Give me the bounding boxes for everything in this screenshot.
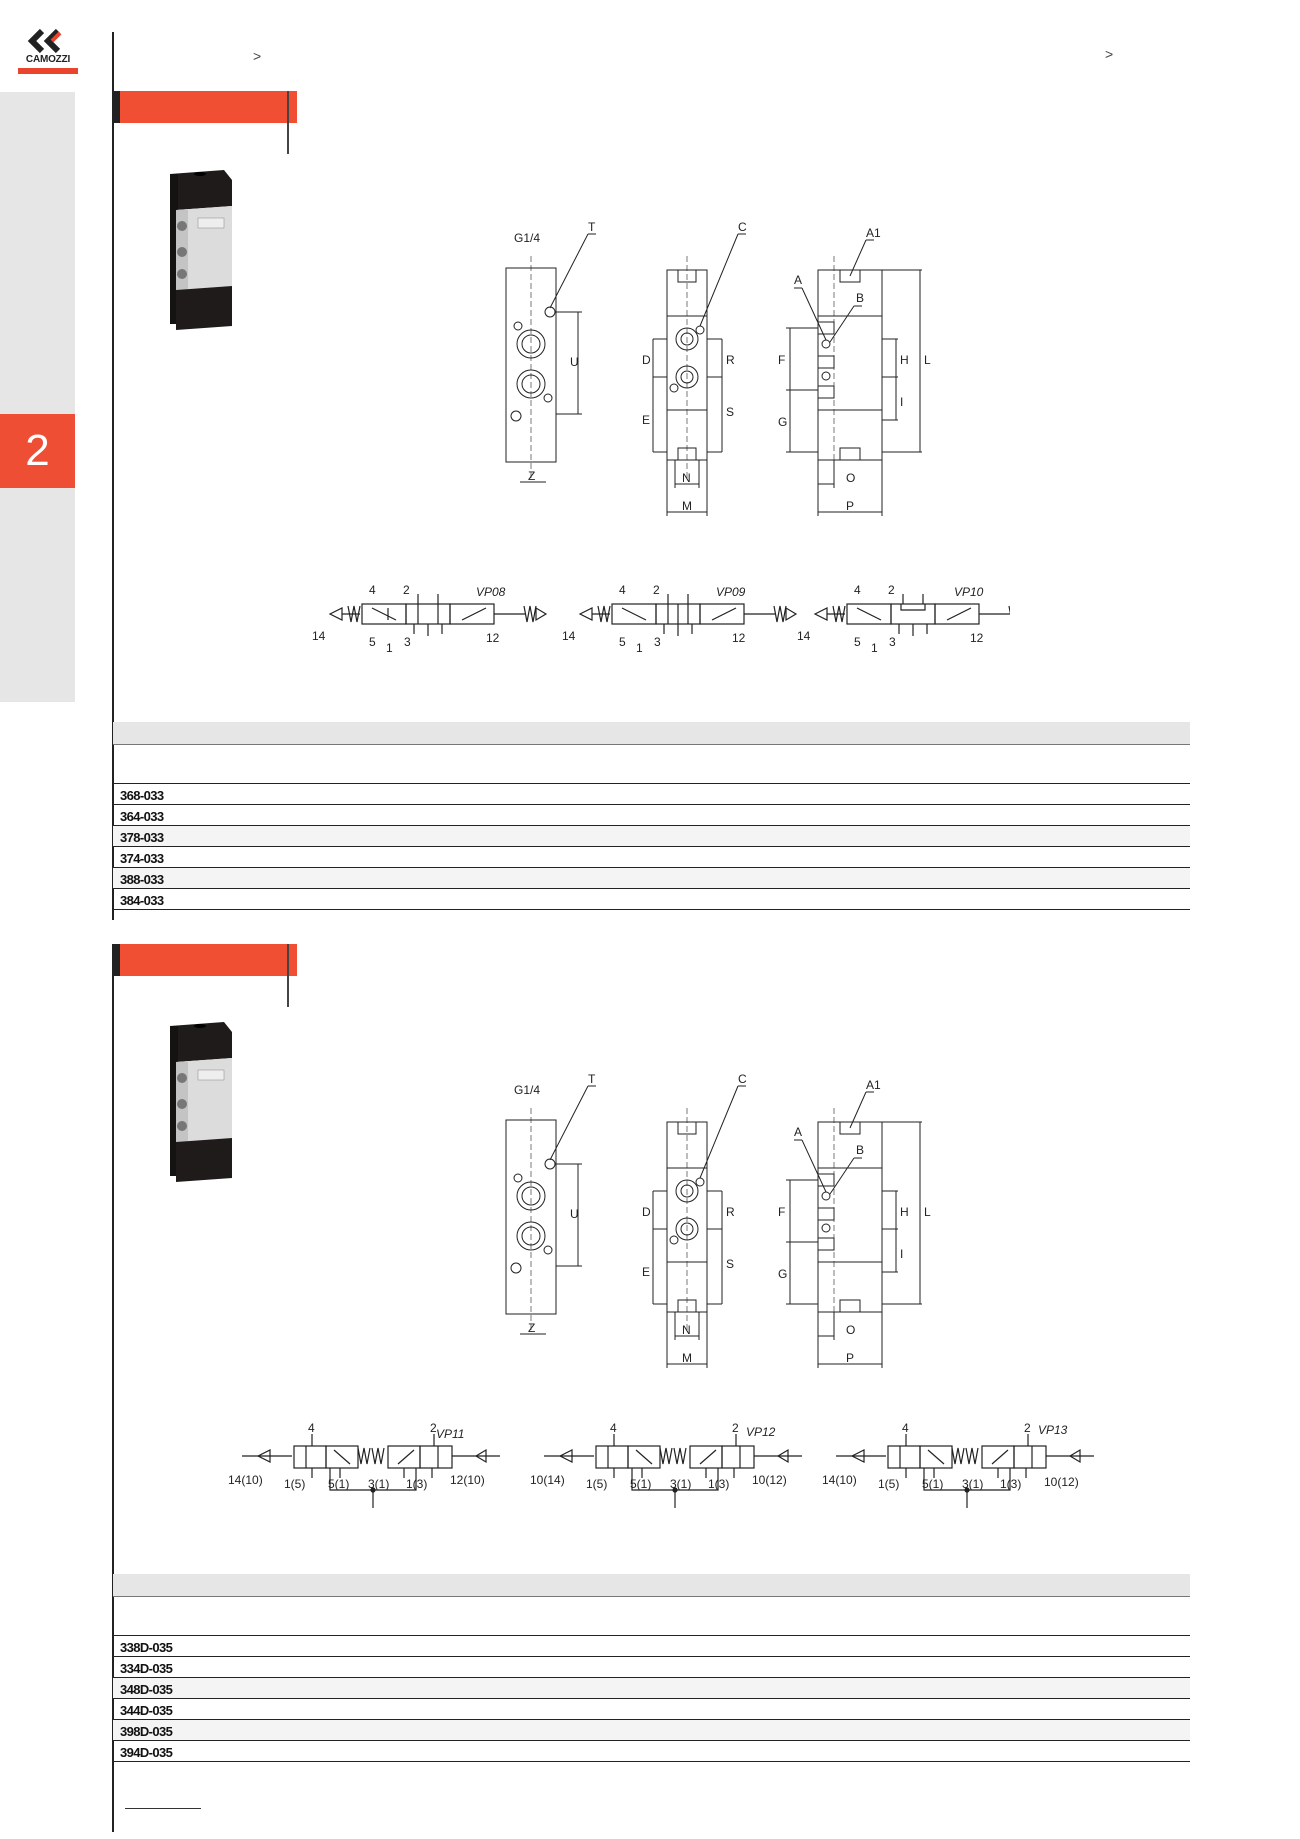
port-label: 1(3) — [708, 1477, 730, 1491]
port-label: 10(12) — [752, 1473, 787, 1487]
port-label: 12 — [970, 631, 984, 645]
symbol-code: VP09 — [716, 585, 746, 599]
port-label: 12 — [732, 631, 746, 645]
dim-label: H — [900, 353, 909, 367]
valve-photo — [166, 166, 236, 336]
section-header-rule — [287, 944, 289, 1007]
drawing-label: B — [856, 1143, 865, 1157]
port-label: 3(1) — [670, 1477, 692, 1491]
port-label: 5(1) — [922, 1477, 944, 1491]
dim-label: P — [846, 1351, 855, 1365]
dim-label: Z — [528, 1321, 536, 1335]
port-label: 2 — [1024, 1421, 1031, 1435]
dim-label: L — [924, 353, 931, 367]
dim-label: N — [682, 471, 691, 485]
dim-label: E — [642, 413, 651, 427]
port-label: 5 — [854, 635, 861, 649]
port-label: 14 — [562, 629, 576, 643]
port-label: 3 — [889, 635, 896, 649]
port-label: 10(14) — [530, 1473, 565, 1487]
table-row[interactable]: 394D-035 — [113, 1741, 1190, 1762]
port-label: 2 — [732, 1421, 739, 1435]
dim-label: N — [682, 1323, 691, 1337]
table-row[interactable]: 334D-035 — [113, 1657, 1190, 1678]
dim-label: S — [726, 1257, 735, 1271]
dim-label: G — [778, 415, 788, 429]
port-label: 1(3) — [1000, 1477, 1022, 1491]
pneumatic-symbols-2 — [222, 1420, 1102, 1520]
dim-label: M — [682, 499, 692, 513]
dim-label: G — [778, 1267, 788, 1281]
port-label: 1 — [386, 641, 393, 655]
port-label: 10(12) — [1044, 1475, 1079, 1489]
table-row[interactable]: 384-033 — [113, 889, 1190, 910]
port-label: 3(1) — [962, 1477, 984, 1491]
table-row[interactable]: 364-033 — [113, 805, 1190, 826]
section-header-1 — [112, 91, 297, 123]
drawing-label: G1/4 — [514, 1083, 541, 1097]
dim-label: E — [642, 1265, 651, 1279]
symbol-code: VP10 — [954, 585, 984, 599]
drawing-label: B — [856, 291, 865, 305]
page-rule-bottom — [112, 1782, 114, 1832]
drawing-label: A — [794, 1125, 803, 1139]
dim-label: U — [570, 355, 579, 369]
port-label: 12 — [486, 631, 500, 645]
port-label: 1 — [636, 641, 643, 655]
logo-accent-bar — [18, 68, 78, 74]
port-label: 14 — [312, 629, 326, 643]
dim-label: D — [642, 1205, 651, 1219]
port-label: 2 — [430, 1421, 437, 1435]
drawing-label: A — [794, 273, 803, 287]
port-label: 3 — [404, 635, 411, 649]
port-label: 1(3) — [406, 1477, 428, 1491]
port-label: 5(1) — [328, 1477, 350, 1491]
table-row[interactable]: 378-033 — [113, 826, 1190, 847]
drawing-label: C — [738, 1072, 747, 1086]
table-row[interactable]: 338D-035 — [113, 1636, 1190, 1657]
port-label: 3(1) — [368, 1477, 390, 1491]
table-header — [113, 1574, 1190, 1597]
camozzi-mark-icon — [18, 28, 78, 54]
dim-label: R — [726, 1205, 735, 1219]
dim-label: H — [900, 1205, 909, 1219]
port-label: 4 — [610, 1421, 617, 1435]
brand-name: CAMOZZI — [25, 54, 71, 65]
section-header-2 — [112, 944, 297, 976]
table-row[interactable]: 398D-035 — [113, 1720, 1190, 1741]
drawing-label: A1 — [866, 226, 881, 240]
table-row[interactable]: 344D-035 — [113, 1699, 1190, 1720]
product-table-2 — [113, 1574, 1190, 1762]
port-label: 4 — [308, 1421, 315, 1435]
drawing-label: T — [588, 1072, 596, 1086]
chapter-sidebar — [0, 92, 75, 702]
port-label: 5(1) — [630, 1477, 652, 1491]
table-subheader — [113, 1597, 1190, 1636]
dim-label: D — [642, 353, 651, 367]
port-label: 1(5) — [586, 1477, 608, 1491]
port-label: 3 — [654, 635, 661, 649]
section-header-rule — [287, 91, 289, 154]
product-table-1 — [113, 722, 1190, 910]
table-header — [113, 722, 1190, 745]
dim-label: I — [900, 1247, 904, 1261]
drawing-label: T — [588, 220, 596, 234]
table-row[interactable]: 368-033 — [113, 784, 1190, 805]
port-label: 4 — [854, 583, 861, 597]
dim-label: Z — [528, 469, 536, 483]
chapter-tab[interactable]: 2 — [0, 414, 75, 488]
port-label: 2 — [403, 583, 410, 597]
port-label: 5 — [369, 635, 376, 649]
footer-rule — [125, 1808, 201, 1809]
dim-label: U — [570, 1207, 579, 1221]
port-label: 2 — [888, 583, 895, 597]
symbol-code: VP13 — [1038, 1423, 1068, 1437]
port-label: 4 — [369, 583, 376, 597]
pneumatic-symbols-1 — [290, 580, 1010, 660]
port-label: 12(10) — [450, 1473, 485, 1487]
symbol-code: VP12 — [746, 1425, 776, 1439]
port-label: 1 — [871, 641, 878, 655]
drawing-label: A1 — [866, 1078, 881, 1092]
dim-label: F — [778, 353, 786, 367]
dim-label: S — [726, 405, 735, 419]
port-label: 4 — [619, 583, 626, 597]
port-label: 1(5) — [284, 1477, 306, 1491]
dim-label: I — [900, 395, 904, 409]
table-row[interactable]: 348D-035 — [113, 1678, 1190, 1699]
port-label: 14(10) — [228, 1473, 263, 1487]
drawing-label: G1/4 — [514, 231, 541, 245]
table-row[interactable]: 388-033 — [113, 868, 1190, 889]
dim-label: F — [778, 1205, 786, 1219]
port-label: 2 — [653, 583, 660, 597]
breadcrumb-chevron[interactable]: > — [1105, 46, 1114, 62]
breadcrumb-chevron[interactable]: > — [253, 48, 262, 64]
symbol-code: VP08 — [476, 585, 506, 599]
port-label: 1(5) — [878, 1477, 900, 1491]
dimension-drawing-1 — [490, 220, 980, 520]
dim-label: R — [726, 353, 735, 367]
drawing-label: C — [738, 220, 747, 234]
dim-label: O — [846, 1323, 856, 1337]
symbol-code: VP11 — [436, 1427, 465, 1441]
dimension-drawing-2 — [490, 1072, 980, 1372]
valve-photo — [166, 1018, 236, 1188]
port-label: 4 — [902, 1421, 909, 1435]
dim-label: P — [846, 499, 855, 513]
dim-label: O — [846, 471, 856, 485]
dim-label: L — [924, 1205, 931, 1219]
port-label: 14 — [797, 629, 811, 643]
table-row[interactable]: 374-033 — [113, 847, 1190, 868]
table-subheader — [113, 745, 1190, 784]
port-label: 14(10) — [822, 1473, 857, 1487]
camozzi-logo — [18, 28, 78, 74]
port-label: 5 — [619, 635, 626, 649]
dim-label: M — [682, 1351, 692, 1365]
